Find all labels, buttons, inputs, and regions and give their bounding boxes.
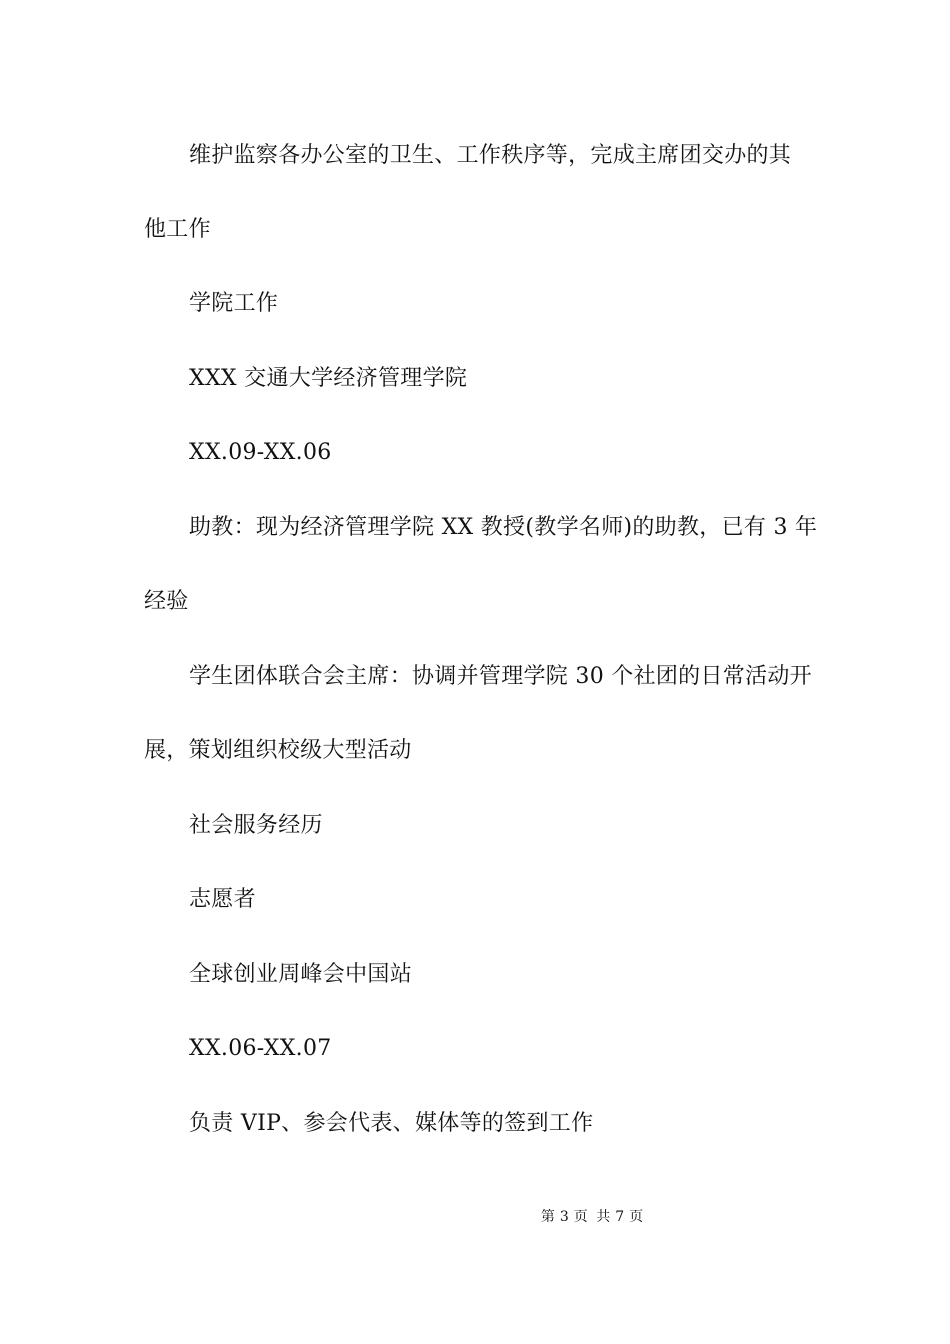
paragraph-line: 学生团体联合会主席：协调并管理学院 30 个社团的日常活动开: [189, 664, 812, 689]
total-page-number: 7: [615, 1209, 627, 1225]
date-range: XX.09-XX.06: [189, 440, 332, 465]
footer-prefix: 第: [540, 1209, 557, 1225]
paragraph-line: 维护监察各办公室的卫生、工作秩序等，完成主席团交办的其: [189, 143, 792, 168]
organization-name: XXX 交通大学经济管理学院: [189, 366, 468, 391]
page-number-footer: [0, 1208, 950, 1226]
role-title: 志愿者: [189, 887, 256, 912]
section-heading: 社会服务经历: [189, 813, 323, 838]
paragraph-line: 负责 VIP、参会代表、媒体等的签到工作: [189, 1111, 594, 1136]
footer-suffix: 页: [629, 1209, 646, 1225]
paragraph-line: 助教：现为经济管理学院 XX 教授(教学名师)的助教，已有 3 年: [189, 515, 818, 540]
organization-name: 全球创业周峰会中国站: [189, 962, 413, 987]
current-page-number: 3: [559, 1209, 571, 1225]
section-heading: 学院工作: [189, 291, 279, 316]
footer-middle: 页 共: [573, 1209, 613, 1225]
date-range: XX.06-XX.07: [189, 1036, 332, 1061]
paragraph-line: 他工作: [144, 217, 211, 242]
paragraph-line: 经验: [144, 589, 189, 614]
paragraph-line: 展，策划组织校级大型活动: [144, 738, 412, 763]
